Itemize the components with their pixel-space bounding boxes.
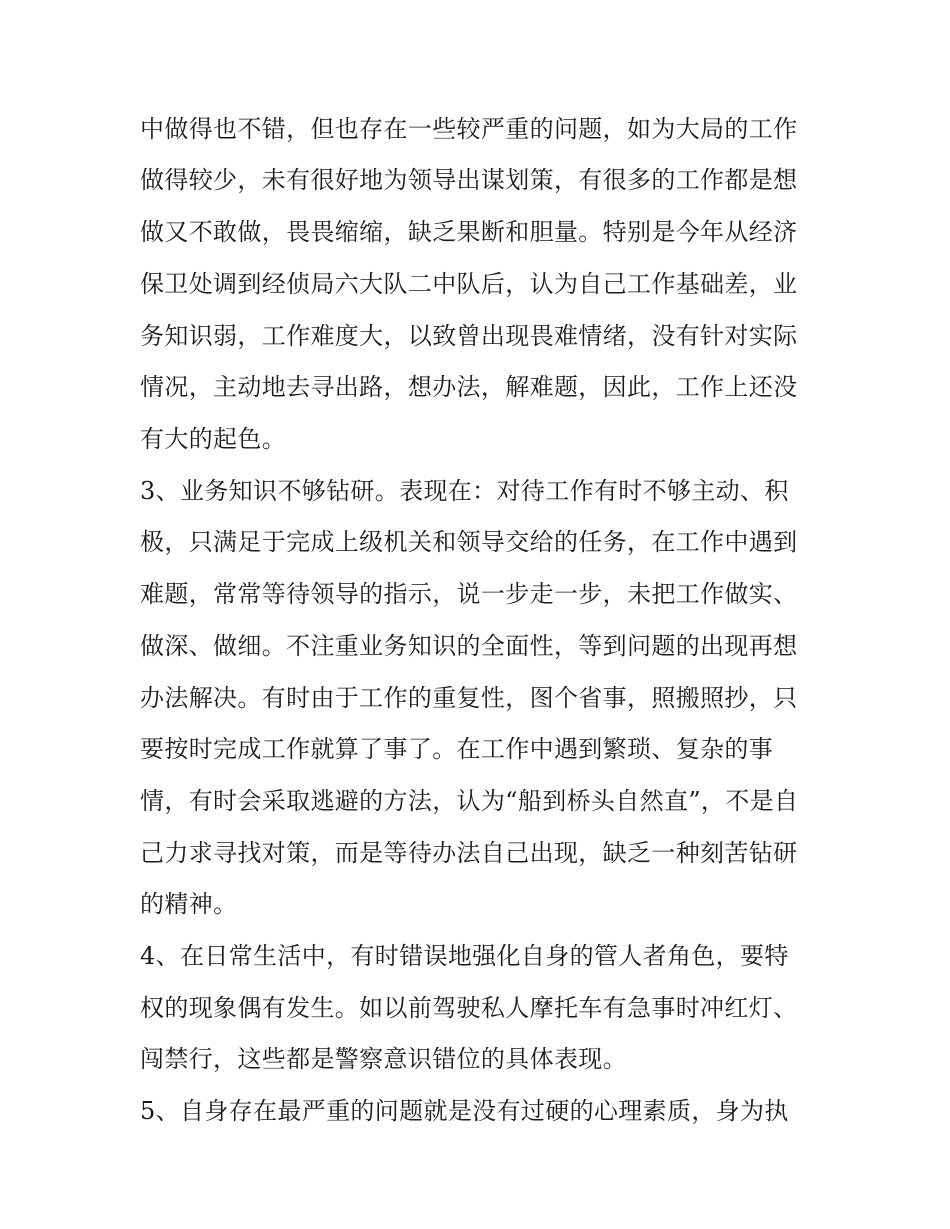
- text-line: 做又不敢做，畏畏缩缩，缺乏果断和胆量。特别是今年从经济: [140, 218, 798, 246]
- text-line: 4、在日常生活中，有时错误地强化自身的管人者角色，要特: [140, 942, 789, 970]
- text-line: 极，只满足于完成上级机关和领导交给的任务，在工作中遇到: [140, 528, 798, 556]
- text-line: 有大的起色。: [140, 425, 287, 453]
- text-line: 情况，主动地去寻出路，想办法，解难题，因此，工作上还没: [140, 373, 798, 401]
- text-line: 务知识弱，工作难度大，以致曾出现畏难情绪，没有针对实际: [140, 322, 798, 350]
- text-line: 难题，常常等待领导的指示，说一步走一步，未把工作做实、: [140, 580, 798, 608]
- text-line: 保卫处调到经侦局六大队二中队后，认为自己工作基础差，业: [140, 270, 798, 298]
- text-line: 做深、做细。不注重业务知识的全面性，等到问题的出现再想: [140, 632, 798, 660]
- text-line: 3、业务知识不够钻研。表现在：对待工作有时不够主动、积: [140, 477, 789, 505]
- text-line: 己力求寻找对策，而是等待办法自己出现，缺乏一种刻苦钻研: [140, 839, 798, 867]
- text-line: 要按时完成工作就算了事了。在工作中遇到繁琐、复杂的事: [140, 735, 774, 763]
- text-line: 做得较少，未有很好地为领导出谋划策，有很多的工作都是想: [140, 166, 798, 194]
- text-line: 权的现象偶有发生。如以前驾驶私人摩托车有急事时冲红灯、: [140, 994, 798, 1022]
- text-line: 办法解决。有时由于工作的重复性，图个省事，照搬照抄，只: [140, 684, 798, 712]
- text-line: 的精神。: [140, 890, 238, 918]
- text-line: 5、自身存在最严重的问题就是没有过硬的心理素质，身为执: [140, 1097, 789, 1125]
- text-line: 闯禁行，这些都是警察意识错位的具体表现。: [140, 1045, 627, 1073]
- text-line: 情，有时会采取逃避的方法，认为“船到桥头自然直”，不是自: [140, 787, 799, 815]
- text-line: 中做得也不错，但也存在一些较严重的问题，如为大局的工作: [140, 115, 798, 143]
